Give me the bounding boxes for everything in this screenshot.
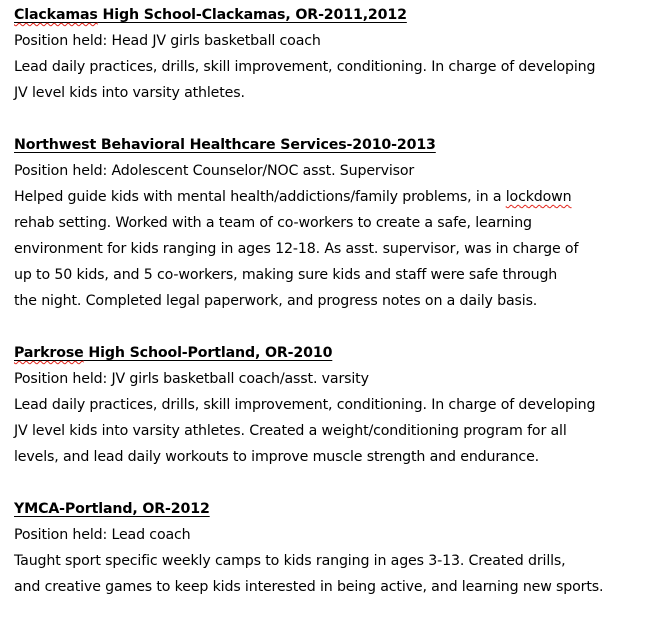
position-held: Position held: Adolescent Counselor/NOC asst. Supervisor — [14, 163, 415, 179]
description-line: Lead daily practices, drills, skill improvement, conditioning. In charge of developing — [14, 397, 596, 413]
experience-entry — [14, 496, 659, 600]
entry-heading — [14, 340, 659, 366]
entry-heading-text: High School-Portland, OR-2010 — [83, 345, 333, 361]
description-text: Helped guide kids with mental health/addictions/family problems, in a — [14, 189, 506, 205]
spellcheck-word: Clackamas — [14, 7, 98, 23]
spellcheck-word: Parkrose — [14, 345, 84, 361]
description-line: environment for kids ranging in ages 12-18. As asst. supervisor, was in charge of — [14, 241, 579, 257]
description-line: the night. Completed legal paperwork, and progress notes on a daily basis. — [14, 293, 538, 309]
experience-entry — [14, 2, 659, 106]
spellcheck-word: lockdown — [505, 189, 572, 205]
entry-heading-text: High School-Clackamas, OR-2011,2012 — [97, 7, 407, 23]
experience-entry — [14, 340, 659, 470]
description-line: Lead daily practices, drills, skill improvement, conditioning. In charge of developing — [14, 59, 596, 75]
description-line — [14, 184, 659, 210]
resume-experience-section — [14, 2, 659, 626]
position-held: Position held: JV girls basketball coach/asst. varsity — [14, 371, 369, 387]
description-line: rehab setting. Worked with a team of co-workers to create a safe, learning — [14, 215, 532, 231]
position-held: Position held: Lead coach — [14, 527, 191, 543]
description-line: JV level kids into varsity athletes. Created a weight/conditioning program for all — [14, 423, 567, 439]
entry-heading: YMCA-Portland, OR-2012 — [14, 501, 210, 517]
description-line: JV level kids into varsity athletes. — [14, 85, 245, 101]
description-line: Taught sport specific weekly camps to kids ranging in ages 3-13. Created drills, — [14, 553, 566, 569]
position-held: Position held: Head JV girls basketball coach — [14, 33, 321, 49]
description-line: up to 50 kids, and 5 co-workers, making sure kids and staff were safe through — [14, 267, 558, 283]
description-line: and creative games to keep kids interested in being active, and learning new sports. — [14, 579, 604, 595]
experience-entry — [14, 132, 659, 314]
entry-heading: Northwest Behavioral Healthcare Services-2010-2013 — [14, 137, 436, 153]
description-line: levels, and lead daily workouts to improve muscle strength and endurance. — [14, 449, 540, 465]
entry-heading — [14, 2, 659, 28]
